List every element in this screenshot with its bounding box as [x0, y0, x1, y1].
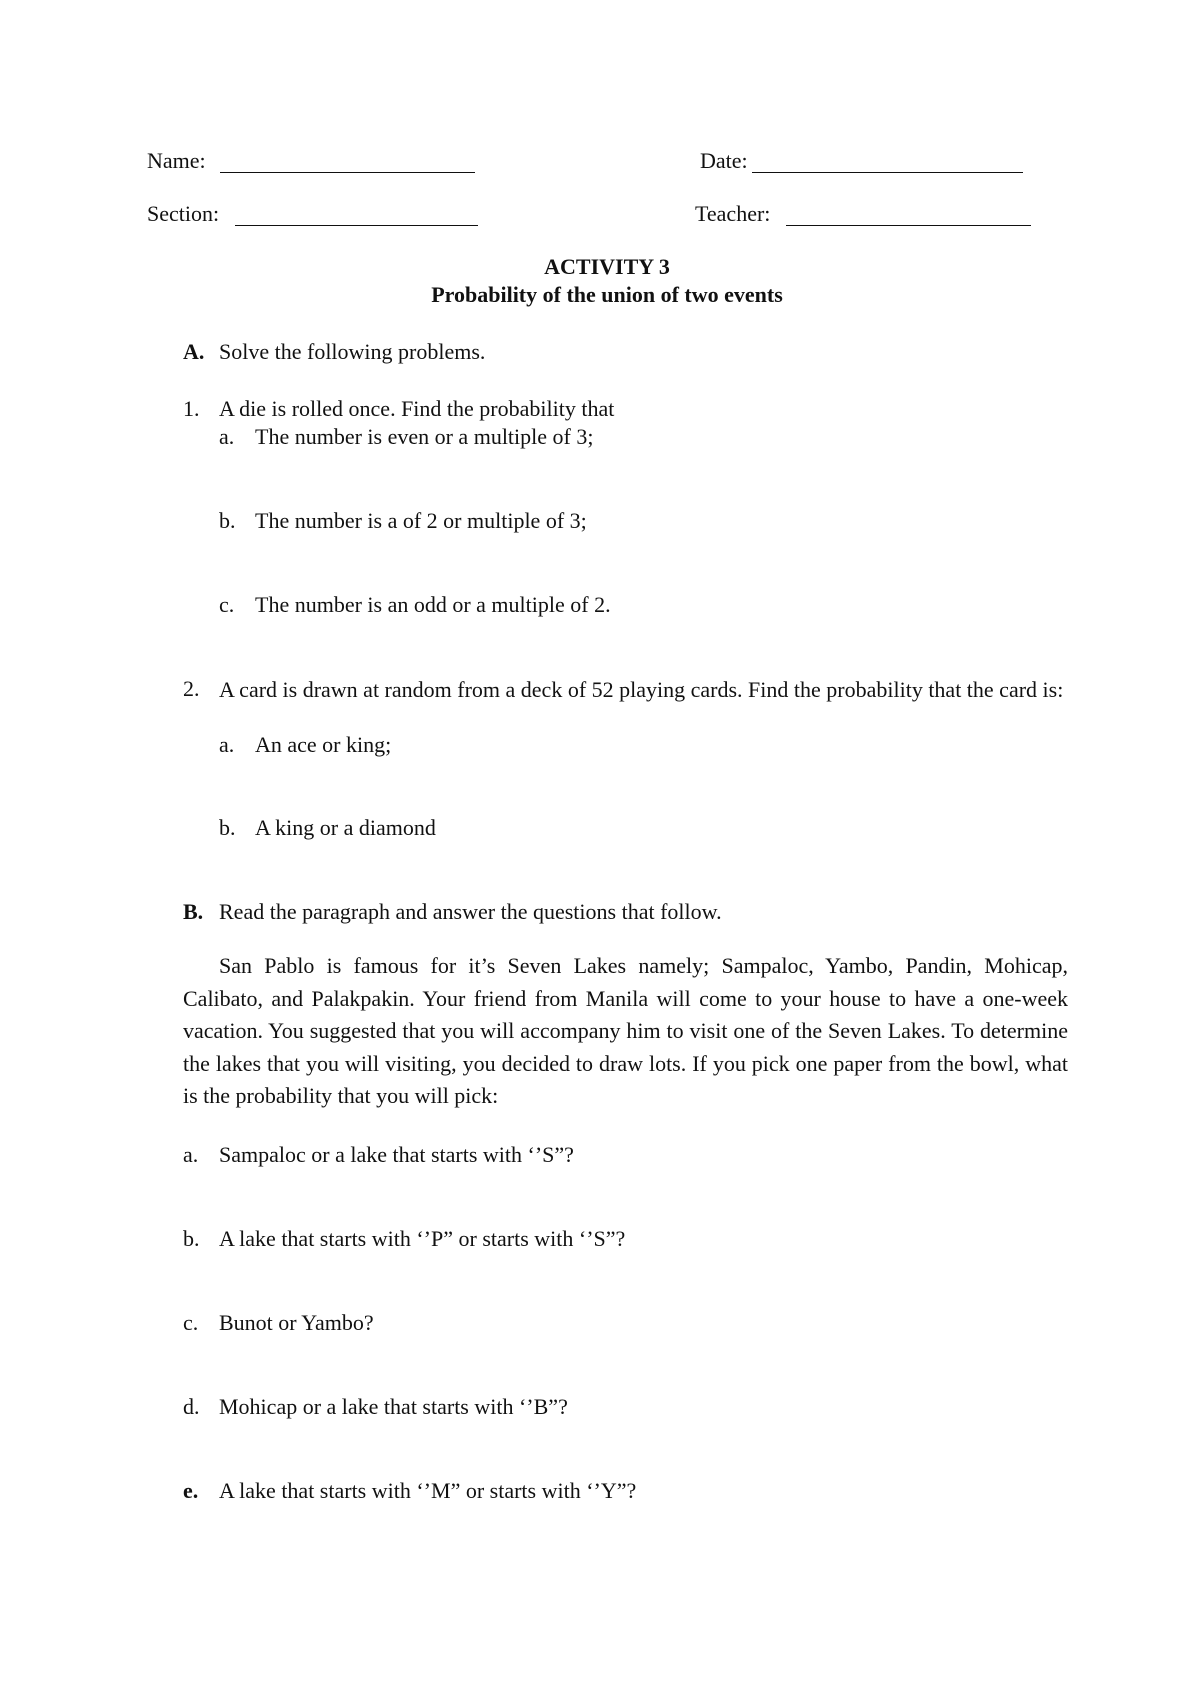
section-blank-line[interactable] [235, 225, 478, 226]
part-a-letter: A. [183, 339, 205, 364]
b-question-letter: d. [183, 1394, 200, 1419]
date-blank-line[interactable] [752, 172, 1023, 173]
b-question-text: Bunot or Yambo? [219, 1310, 374, 1335]
part-b-letter: B. [183, 899, 204, 924]
q2-number: 2. [183, 676, 200, 701]
lakes-paragraph [183, 950, 1068, 1113]
teacher-label: Teacher: [695, 201, 771, 226]
lakes-paragraph-text: San Pablo is famous for it’s Seven Lakes namely; Sampaloc, Yambo, Pandin, Mohicap, Calibato, and Palakpakin. Your friend from Manila will come to your house to have a one-week vacation. You suggested that you will accompany him to visit one of the Seven Lakes. To determine the lakes that you will visiting, you decided to draw lots. If you pick one paper from the bowl, what is the probability that you will pick: [183, 953, 1068, 1108]
q1-item-letter: b. [219, 508, 236, 533]
q2-item-letter: b. [219, 815, 236, 840]
b-question-letter: a. [183, 1142, 199, 1167]
q1-item-letter: a. [219, 424, 235, 449]
activity-subtitle: Probability of the union of two events [431, 282, 783, 307]
activity-title: ACTIVITY 3 [544, 254, 670, 279]
date-label: Date: [700, 148, 748, 173]
q1-item-text: The number is even or a multiple of 3; [255, 424, 594, 449]
b-question-text: A lake that starts with ‘’M” or starts with ‘’Y”? [219, 1478, 637, 1503]
teacher-blank-line[interactable] [786, 225, 1031, 226]
section-label: Section: [147, 201, 220, 226]
q2-item-text: An ace or king; [255, 732, 392, 757]
q1-number: 1. [183, 396, 200, 421]
name-label: Name: [147, 148, 206, 173]
part-a-instruction: Solve the following problems. [219, 339, 486, 364]
q1-item-text: The number is a of 2 or multiple of 3; [255, 508, 587, 533]
b-question-text: Mohicap or a lake that starts with ‘’B”? [219, 1394, 568, 1419]
b-question-letter: e. [183, 1478, 199, 1503]
name-blank-line[interactable] [220, 172, 475, 173]
q1-item-text: The number is an odd or a multiple of 2. [255, 592, 611, 617]
q1-text: A die is rolled once. Find the probability that [219, 396, 615, 421]
b-question-letter: b. [183, 1226, 200, 1251]
b-question-letter: c. [183, 1310, 199, 1335]
q2-item-letter: a. [219, 732, 235, 757]
b-question-text: A lake that starts with ‘’P” or starts with ‘’S”? [219, 1226, 626, 1251]
q1-item-letter: c. [219, 592, 235, 617]
q2-item-text: A king or a diamond [255, 815, 436, 840]
b-question-text: Sampaloc or a lake that starts with ‘’S”? [219, 1142, 574, 1167]
q2-text: A card is drawn at random from a deck of 52 playing cards. Find the probability that the card is: [219, 677, 1064, 702]
part-b-instruction: Read the paragraph and answer the questions that follow. [219, 899, 722, 924]
